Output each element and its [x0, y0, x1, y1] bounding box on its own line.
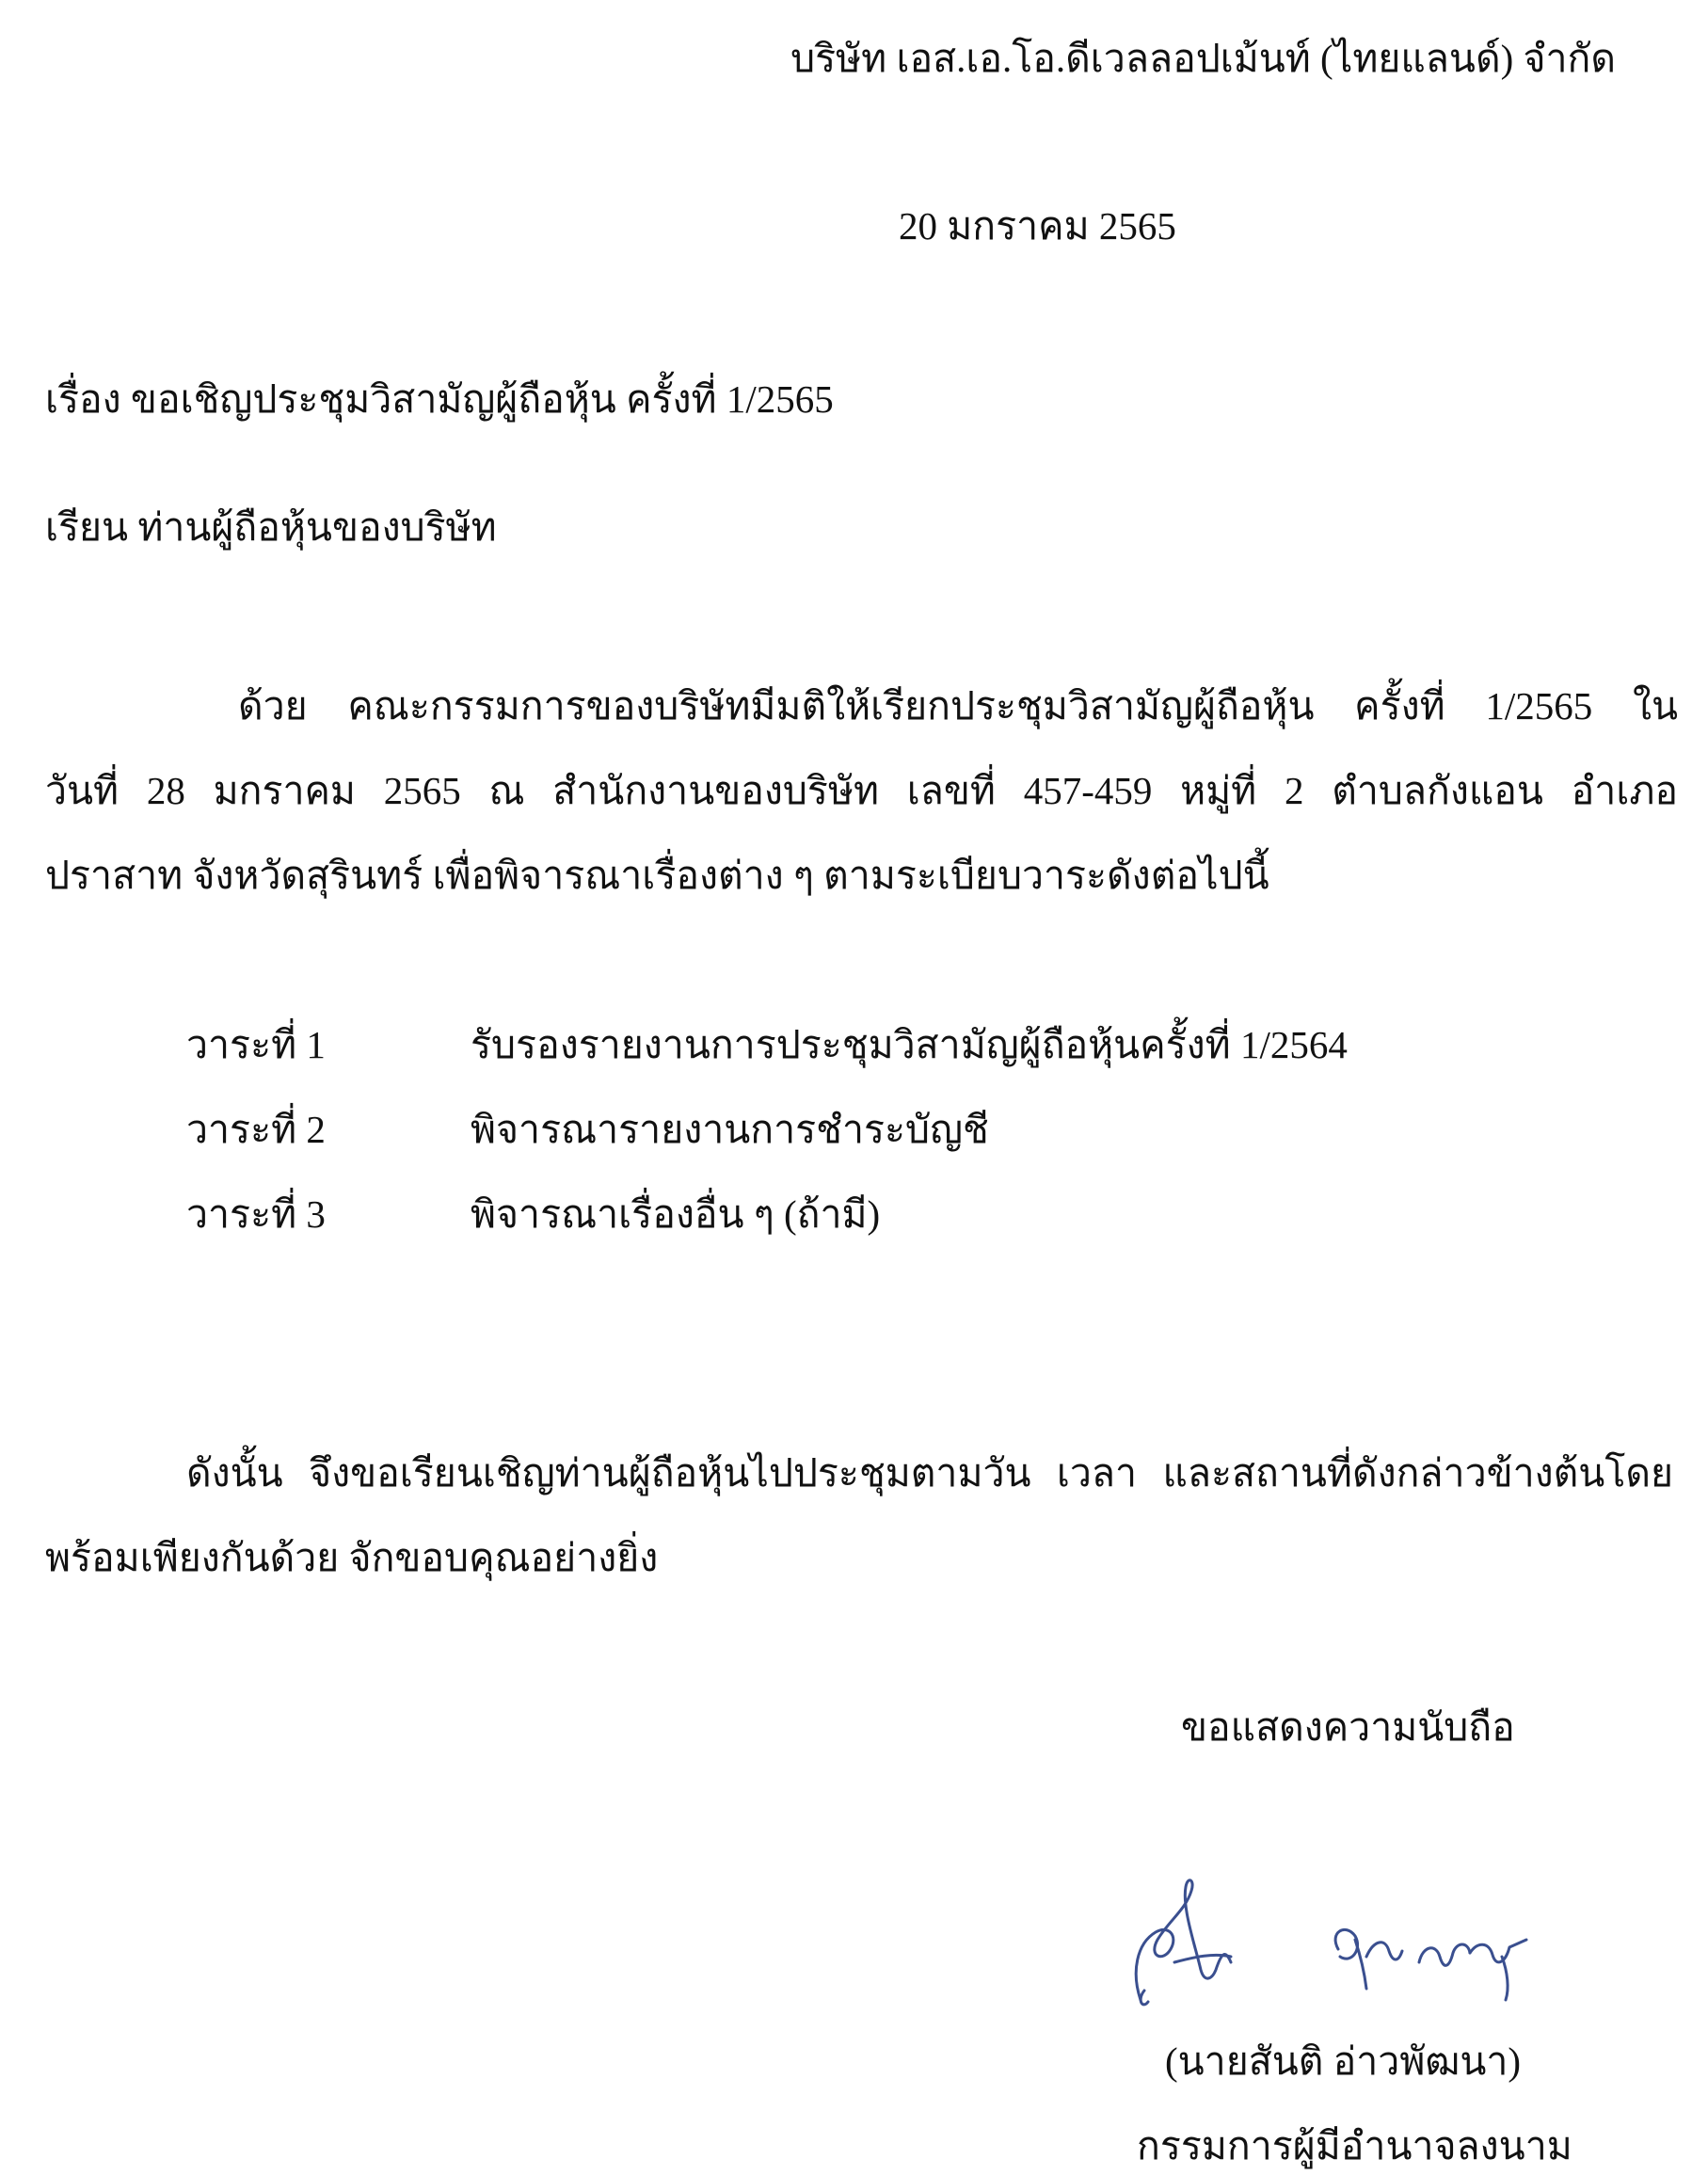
agenda-text: รับรองรายงานการประชุมวิสามัญผู้ถือหุ้นครั้งที่ 1/2564	[471, 1023, 1348, 1066]
agenda-number: วาระที่ 3	[186, 1192, 326, 1236]
intro-line: วันที่ 28 มกราคม 2565 ณ สำนักงานของบริษัท เลขที่ 457-459 หมู่ที่ 2 ตำบลกังแอน อำเภอ	[45, 769, 1678, 812]
invitation-line: ดังนั้น จึงขอเรียนเชิญท่านผู้ถือหุ้นไปประชุมตามวัน เวลา และสถานที่ดังกล่าวข้างต้นโดย	[186, 1451, 1673, 1495]
closing-phrase: ขอแสดงความนับถือ	[1181, 1705, 1515, 1749]
intro-line: ด้วย คณะกรรมการของบริษัทมีมติให้เรียกประชุมวิสามัญผู้ถือหุ้น ครั้งที่ 1/2565 ใน	[238, 684, 1678, 728]
salutation-line: เรียน ท่านผู้ถือหุ้นของบริษัท	[45, 505, 497, 549]
agenda-number: วาระที่ 1	[186, 1023, 326, 1066]
agenda-number: วาระที่ 2	[186, 1108, 326, 1151]
invitation-line: พร้อมเพียงกันด้วย จักขอบคุณอย่างยิ่ง	[45, 1536, 659, 1579]
signer-name: (นายสันติ อ่าวพัฒนา)	[1165, 2039, 1522, 2083]
handwritten-signature	[1120, 1859, 1590, 2028]
subject-line: เรื่อง ขอเชิญประชุมวิสามัญผู้ถือหุ้น ครั้งที่ 1/2565	[45, 377, 834, 421]
intro-line: ปราสาท จังหวัดสุรินทร์ เพื่อพิจารณาเรื่องต่าง ๆ ตามระเบียบวาระดังต่อไปนี้	[45, 854, 1269, 897]
agenda-text: พิจารณารายงานการชำระบัญชี	[471, 1108, 989, 1151]
letter-date: 20 มกราคม 2565	[899, 204, 1176, 248]
agenda-text: พิจารณาเรื่องอื่น ๆ (ถ้ามี)	[471, 1192, 881, 1236]
signer-title: กรรมการผู้มีอำนาจลงนาม	[1137, 2124, 1572, 2167]
company-name: บริษัท เอส.เอ.โอ.ดีเวลลอปเม้นท์ (ไทยแลนด์) จำกัด	[790, 37, 1616, 80]
